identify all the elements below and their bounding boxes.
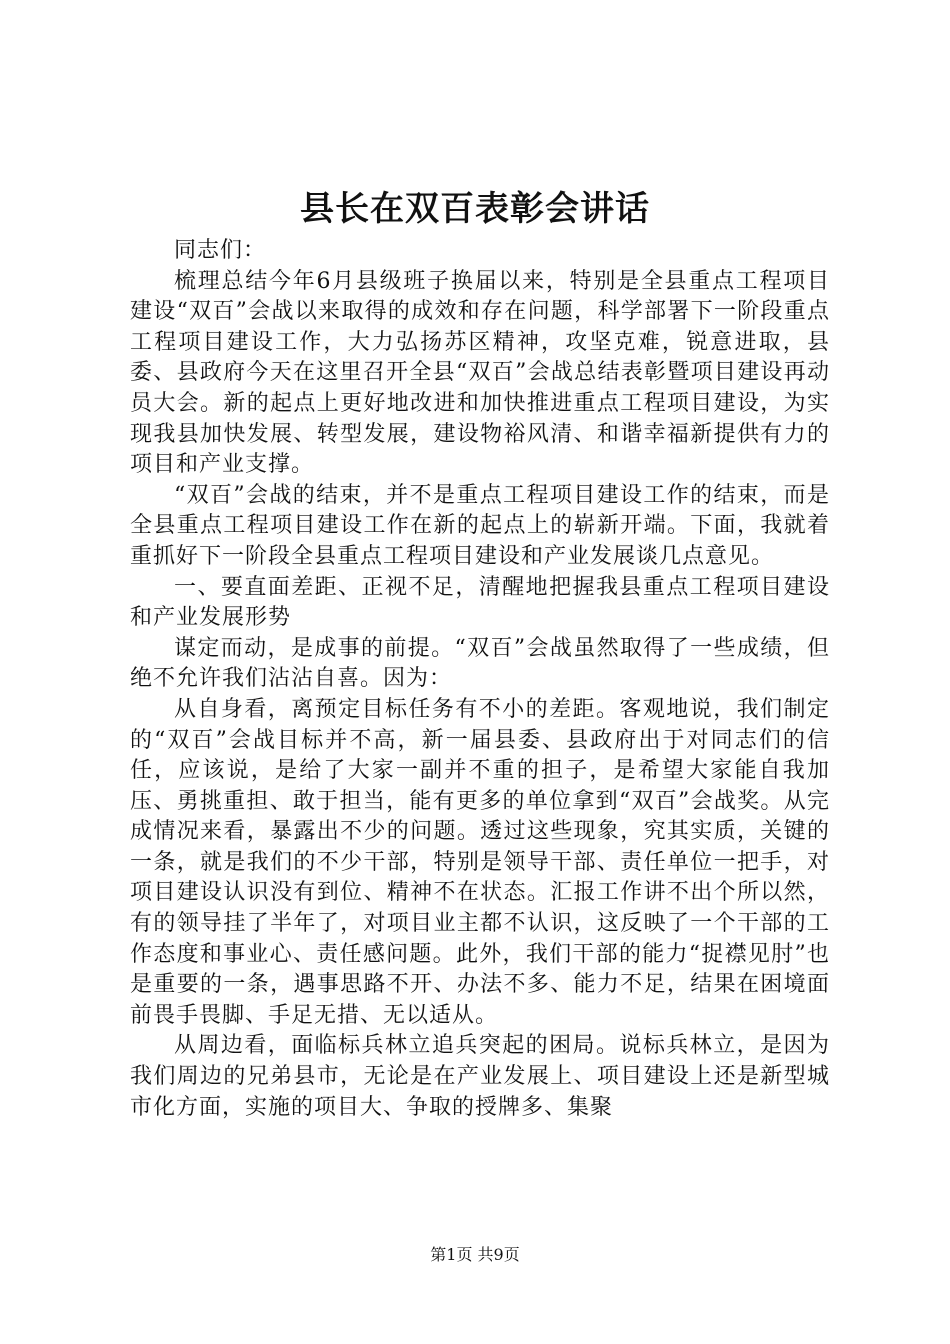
paragraph: 从周边看，面临标兵林立追兵突起的困局。说标兵林立，是因为我们周边的兄弟县市，无论是在产业发展上、项目建设上还是新型城市化方面，实施的项目大、争取的授牌多、集聚 bbox=[130, 1033, 830, 1120]
paragraph: 谋定而动，是成事的前提。“双百”会战虽然取得了一些成绩，但绝不允许我们沾沾自喜。因为： bbox=[130, 635, 830, 692]
document-title: 县长在双百表彰会讲话 bbox=[300, 189, 650, 229]
paragraph: “双百”会战的结束，并不是重点工程项目建设工作的结束，而是全县重点工程项目建设工作在新的起点上的崭新开端。下面，我就着重抓好下一阶段全县重点工程项目建设和产业发展谈几点意见。 bbox=[130, 482, 830, 569]
page-footer: 第1页 共9页 bbox=[430, 1245, 520, 1264]
paragraph: 从自身看，离预定目标任务有不小的差距。客观地说，我们制定的“双百”会战目标并不高，新一届县委、县政府出于对同志们的信任，应该说，是给了大家一副并不重的担子，是希望大家能自我加压、勇挑重担、敢于担当，能有更多的单位拿到“双百”会战奖。从完成情况来看，暴露出不少的问题。透过这些现象，究其实质，关键的一条，就是我们的不少干部，特别是领导干部、责任单位一把手，对项目建设认识没有到位、精神不在状态。汇报工作讲不出个所以然，有的领导挂了半年了，对项目业主都不认识，这反映了一个干部的工作态度和事业心、责任感问题。此外，我们干部的能力“捉襟见肘”也是重要的一条，遇事思路不开、办法不多、能力不足，结果在困境面前畏手畏脚、手足无措、无以适从。 bbox=[130, 696, 830, 1028]
section-heading: 一、要直面差距、正视不足，清醒地把握我县重点工程项目建设和产业发展形势 bbox=[130, 574, 830, 631]
paragraph: 梳理总结今年6月县级班子换届以来，特别是全县重点工程项目建设“双百”会战以来取得的成效和存在问题，科学部署下一阶段重点工程项目建设工作，大力弘扬苏区精神，攻坚克难，锐意进取，县委、县政府今天在这里召开全县“双百”会战总结表彰暨项目建设再动员大会。新的起点上更好地改进和加快推进重点工程项目建设，为实现我县加快发展、转型发展，建设物裕风清、和谐幸福新提供有力的项目和产业支撑。 bbox=[130, 268, 830, 478]
salutation: 同志们： bbox=[174, 238, 267, 263]
document-body bbox=[130, 236, 830, 1123]
